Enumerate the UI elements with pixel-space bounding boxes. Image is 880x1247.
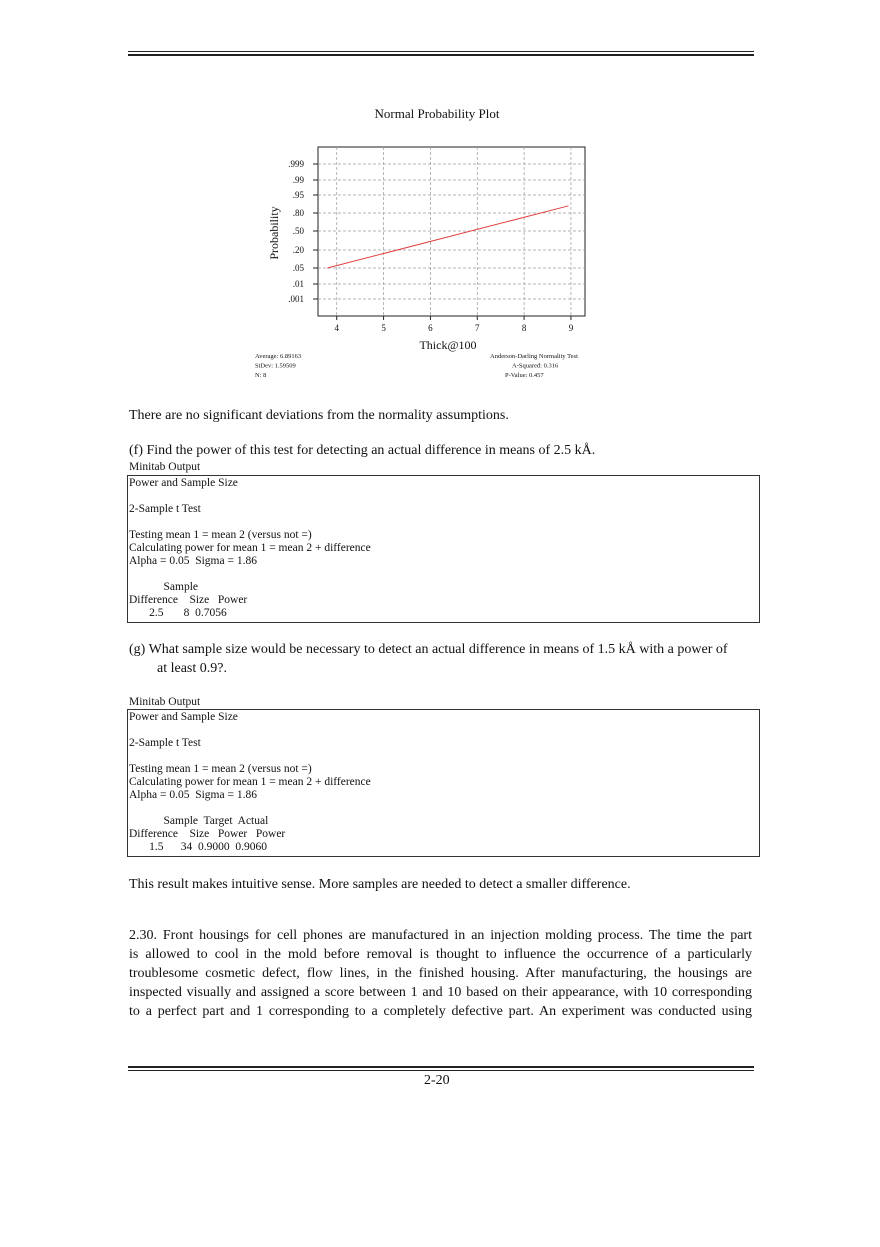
chart-title: Normal Probability Plot: [374, 106, 500, 121]
output-line: Alpha = 0.05 Sigma = 1.86: [129, 789, 257, 801]
y-tick-label: .01: [292, 279, 304, 289]
output-line: Testing mean 1 = mean 2 (versus not =): [129, 763, 312, 775]
normal-probability-plot: [0, 0, 880, 400]
question-g-line2: at least 0.9?.: [157, 661, 227, 676]
problem-line: inspected visually and assigned a score between 1 and 10 based on their appearance, with 10 corresponding: [129, 985, 752, 1000]
minitab-label-2: Minitab Output: [129, 696, 201, 708]
x-tick-label: 5: [381, 323, 386, 333]
output-line: 2-Sample t Test: [129, 503, 201, 515]
minitab-label-1: Minitab Output: [129, 461, 201, 473]
y-tick-label: .05: [292, 263, 304, 273]
stats-left-line: Average: 6.89163: [255, 353, 302, 360]
stats-left-line: N: 8: [255, 372, 267, 379]
output-line: Difference Size Power: [129, 594, 248, 606]
y-axis-label: Probability: [267, 206, 281, 260]
stats-right-line: A-Squared: 0.316: [512, 362, 559, 370]
minitab-output-2: [127, 709, 760, 857]
question-g-line1: (g) What sample size would be necessary to detect an actual difference in means of 1.5 kÅ with a power of: [129, 642, 728, 657]
problem-line: is allowed to cool in the mold before removal is thought to influence the occurrence of a particularly: [129, 947, 752, 962]
output-line: 1.5 34 0.9000 0.9060: [129, 841, 267, 853]
problem-line: troublesome cosmetic defect, flow lines, in the finished housing. After manufacturing, the housings are: [129, 966, 752, 981]
output-line: Testing mean 1 = mean 2 (versus not =): [129, 529, 312, 541]
stats-right-line: P-Value: 0.457: [505, 372, 544, 379]
y-tick-label: .20: [292, 245, 304, 255]
output-line: Power and Sample Size: [129, 711, 238, 723]
intuitive-statement: This result makes intuitive sense. More samples are needed to detect a smaller difference.: [129, 877, 631, 892]
minitab-output-1: [127, 475, 760, 623]
problem-line: to a perfect part and 1 corresponding to a completely defective part. An experiment was conducted using: [129, 1004, 752, 1019]
y-tick-label: .50: [292, 226, 304, 236]
plot-frame: [318, 147, 585, 316]
x-axis-label: Thick@100: [419, 338, 477, 352]
output-line: Power and Sample Size: [129, 477, 238, 489]
fit-line: [327, 206, 568, 268]
y-tick-label: .99: [292, 175, 304, 185]
x-tick-label: 9: [568, 323, 574, 333]
output-line: Sample: [129, 581, 198, 593]
stats-right-line: Anderson-Darling Normality Test: [490, 353, 578, 360]
x-tick-label: 8: [521, 323, 527, 333]
stats-left-line: StDev: 1.59509: [255, 362, 296, 370]
page-number: 2-20: [424, 1073, 450, 1088]
problem-2-30: [129, 926, 752, 1021]
x-tick-label: 4: [334, 323, 339, 333]
y-tick-label: .001: [288, 294, 304, 304]
x-tick-label: 7: [475, 323, 480, 333]
y-tick-label: .999: [288, 159, 304, 169]
output-line: 2-Sample t Test: [129, 737, 201, 749]
problem-line: 2.30. Front housings for cell phones are manufactured in an injection molding process. The time the part: [129, 928, 752, 943]
output-line: 2.5 8 0.7056: [129, 607, 227, 619]
question-f: (f) Find the power of this test for detecting an actual difference in means of 2.5 kÅ.: [129, 443, 596, 458]
output-line: Sample Target Actual: [129, 815, 269, 827]
output-line: Calculating power for mean 1 = mean 2 + difference: [129, 776, 371, 788]
normality-statement: There are no significant deviations from the normality assumptions.: [129, 408, 509, 423]
y-tick-label: .80: [292, 208, 304, 218]
x-tick-label: 6: [428, 323, 433, 333]
output-line: Calculating power for mean 1 = mean 2 + difference: [129, 542, 371, 554]
y-tick-label: .95: [292, 190, 304, 200]
output-line: Difference Size Power Power: [129, 828, 286, 840]
footer-rule-thick: [128, 1066, 754, 1068]
output-line: Alpha = 0.05 Sigma = 1.86: [129, 555, 257, 567]
